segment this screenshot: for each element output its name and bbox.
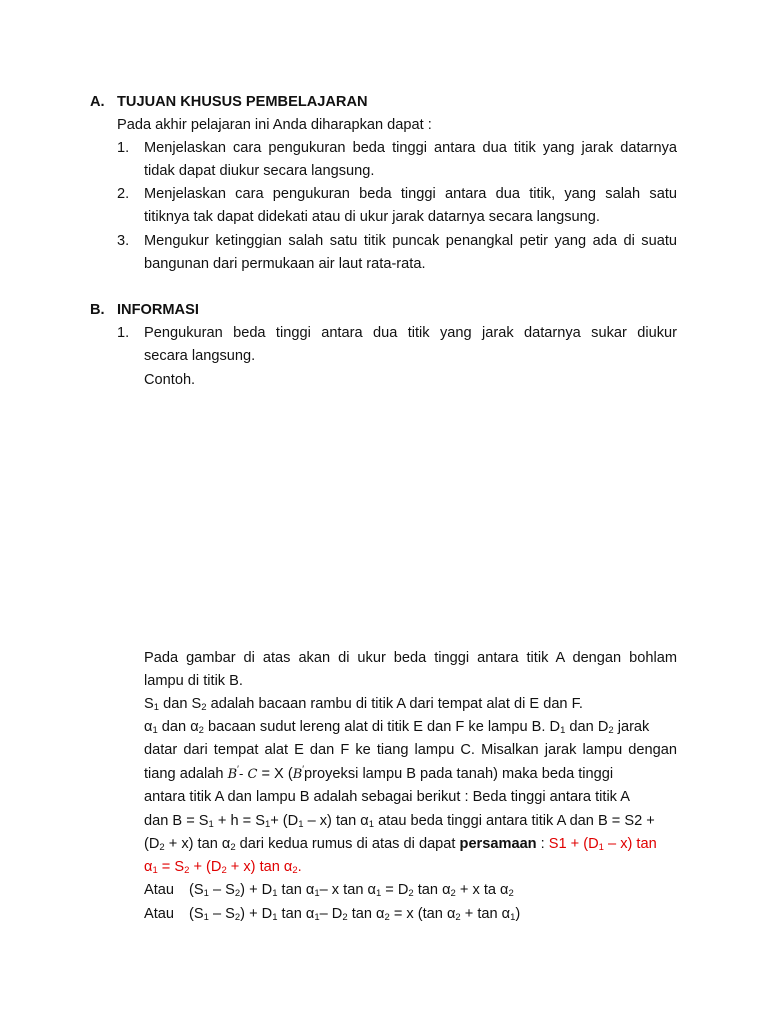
- section-b-heading: INFORMASI: [117, 302, 199, 318]
- section-b-marker: B.: [90, 302, 105, 318]
- list-item-number: 1.: [117, 140, 130, 156]
- list-item-text: bangunan dari permukaan air laut rata-rata.: [144, 256, 426, 272]
- equation-line: $(S_1 - S_2) + D_1$ $\tan \alpha_1-$ $D_2$ $\tan \alpha_2 = x$ (tan $\alpha_2 + \tan \alpha_1$): [189, 906, 521, 923]
- body-line: Pada gambar di atas akan di ukur beda tinggi antara titik A dengan bohlam: [144, 650, 677, 666]
- body-line-tiang: tiang adalah B′- C = X (B′proyeksi lampu B pada tanah) maka beda tinggi: [144, 764, 614, 782]
- list-item-number: 2.: [117, 186, 130, 202]
- list-item-text: titiknya tak dapat didekati atau di ukur jarak datarnya secara langsung.: [144, 209, 600, 225]
- body-line-dan: dan $B = S_1 + h = S_1+ (D_1 - x)$ $\tan \alpha_1$ atau beda tinggi antara titik A dan B = S2 +: [144, 813, 655, 830]
- list-item-text: Menjelaskan cara pengukuran beda tinggi antara dua titik, yang salah satu: [144, 186, 677, 202]
- list-item-text: Pengukuran beda tinggi antara dua titik yang jarak datarnya sukar diukur: [144, 325, 677, 341]
- equation-highlight: $\alpha_1 = S_2 + (D_2 + x)$ $\tan \alpha_2$.: [144, 859, 302, 876]
- body-line: antara titik A dan lampu B adalah sebagai berikut : Beda tinggi antara titik A: [144, 789, 630, 805]
- list-item-text: tidak dapat diukur secara langsung.: [144, 163, 375, 179]
- list-item-text: Menjelaskan cara pengukuran beda tinggi antara dua titik yang jarak datarnya: [144, 140, 677, 156]
- list-item-number: 1.: [117, 325, 130, 341]
- section-a-intro: Pada akhir pelajaran ini Anda diharapkan dapat :: [117, 117, 432, 133]
- equation-line: $(S_1 - S_2) + D_1$ $\tan \alpha_1-$ x $\tan \alpha_1 = D_2$ $\tan \alpha_2 + x$ ta $\alpha_2$: [189, 882, 514, 899]
- list-item-text: Mengukur ketinggian salah satu titik puncak penangkal petir yang ada di suatu: [144, 233, 677, 249]
- list-item-text: secara langsung.: [144, 348, 256, 364]
- body-line-s: $S_1$ dan $S_2$ adalah bacaan rambu di titik A dari tempat alat di E dan F.: [144, 696, 583, 713]
- body-line: datar dari tempat alat E dan F ke tiang lampu C. Misalkan jarak lampu dengan: [144, 742, 677, 758]
- contoh-label: Contoh.: [144, 372, 196, 388]
- section-a-marker: A.: [90, 94, 105, 110]
- list-item-number: 3.: [117, 233, 130, 249]
- section-a-heading: TUJUAN KHUSUS PEMBELAJARAN: [117, 94, 368, 110]
- body-line-alpha: $\alpha_1$ dan $\alpha_2$ bacaan sudut lereng alat di titik E dan F ke lampu B. $D_1$ dan $D_2$ jarak: [144, 719, 650, 736]
- atau-label: Atau: [144, 882, 175, 898]
- atau-label: Atau: [144, 906, 175, 922]
- body-line-persamaan: $(D_2 + x)$ $\tan \alpha_2$ dari kedua rumus di atas di dapat persamaan : $S1 + (D_1 - x)$ tan: [144, 836, 657, 853]
- body-line: lampu di titik B.: [144, 673, 243, 689]
